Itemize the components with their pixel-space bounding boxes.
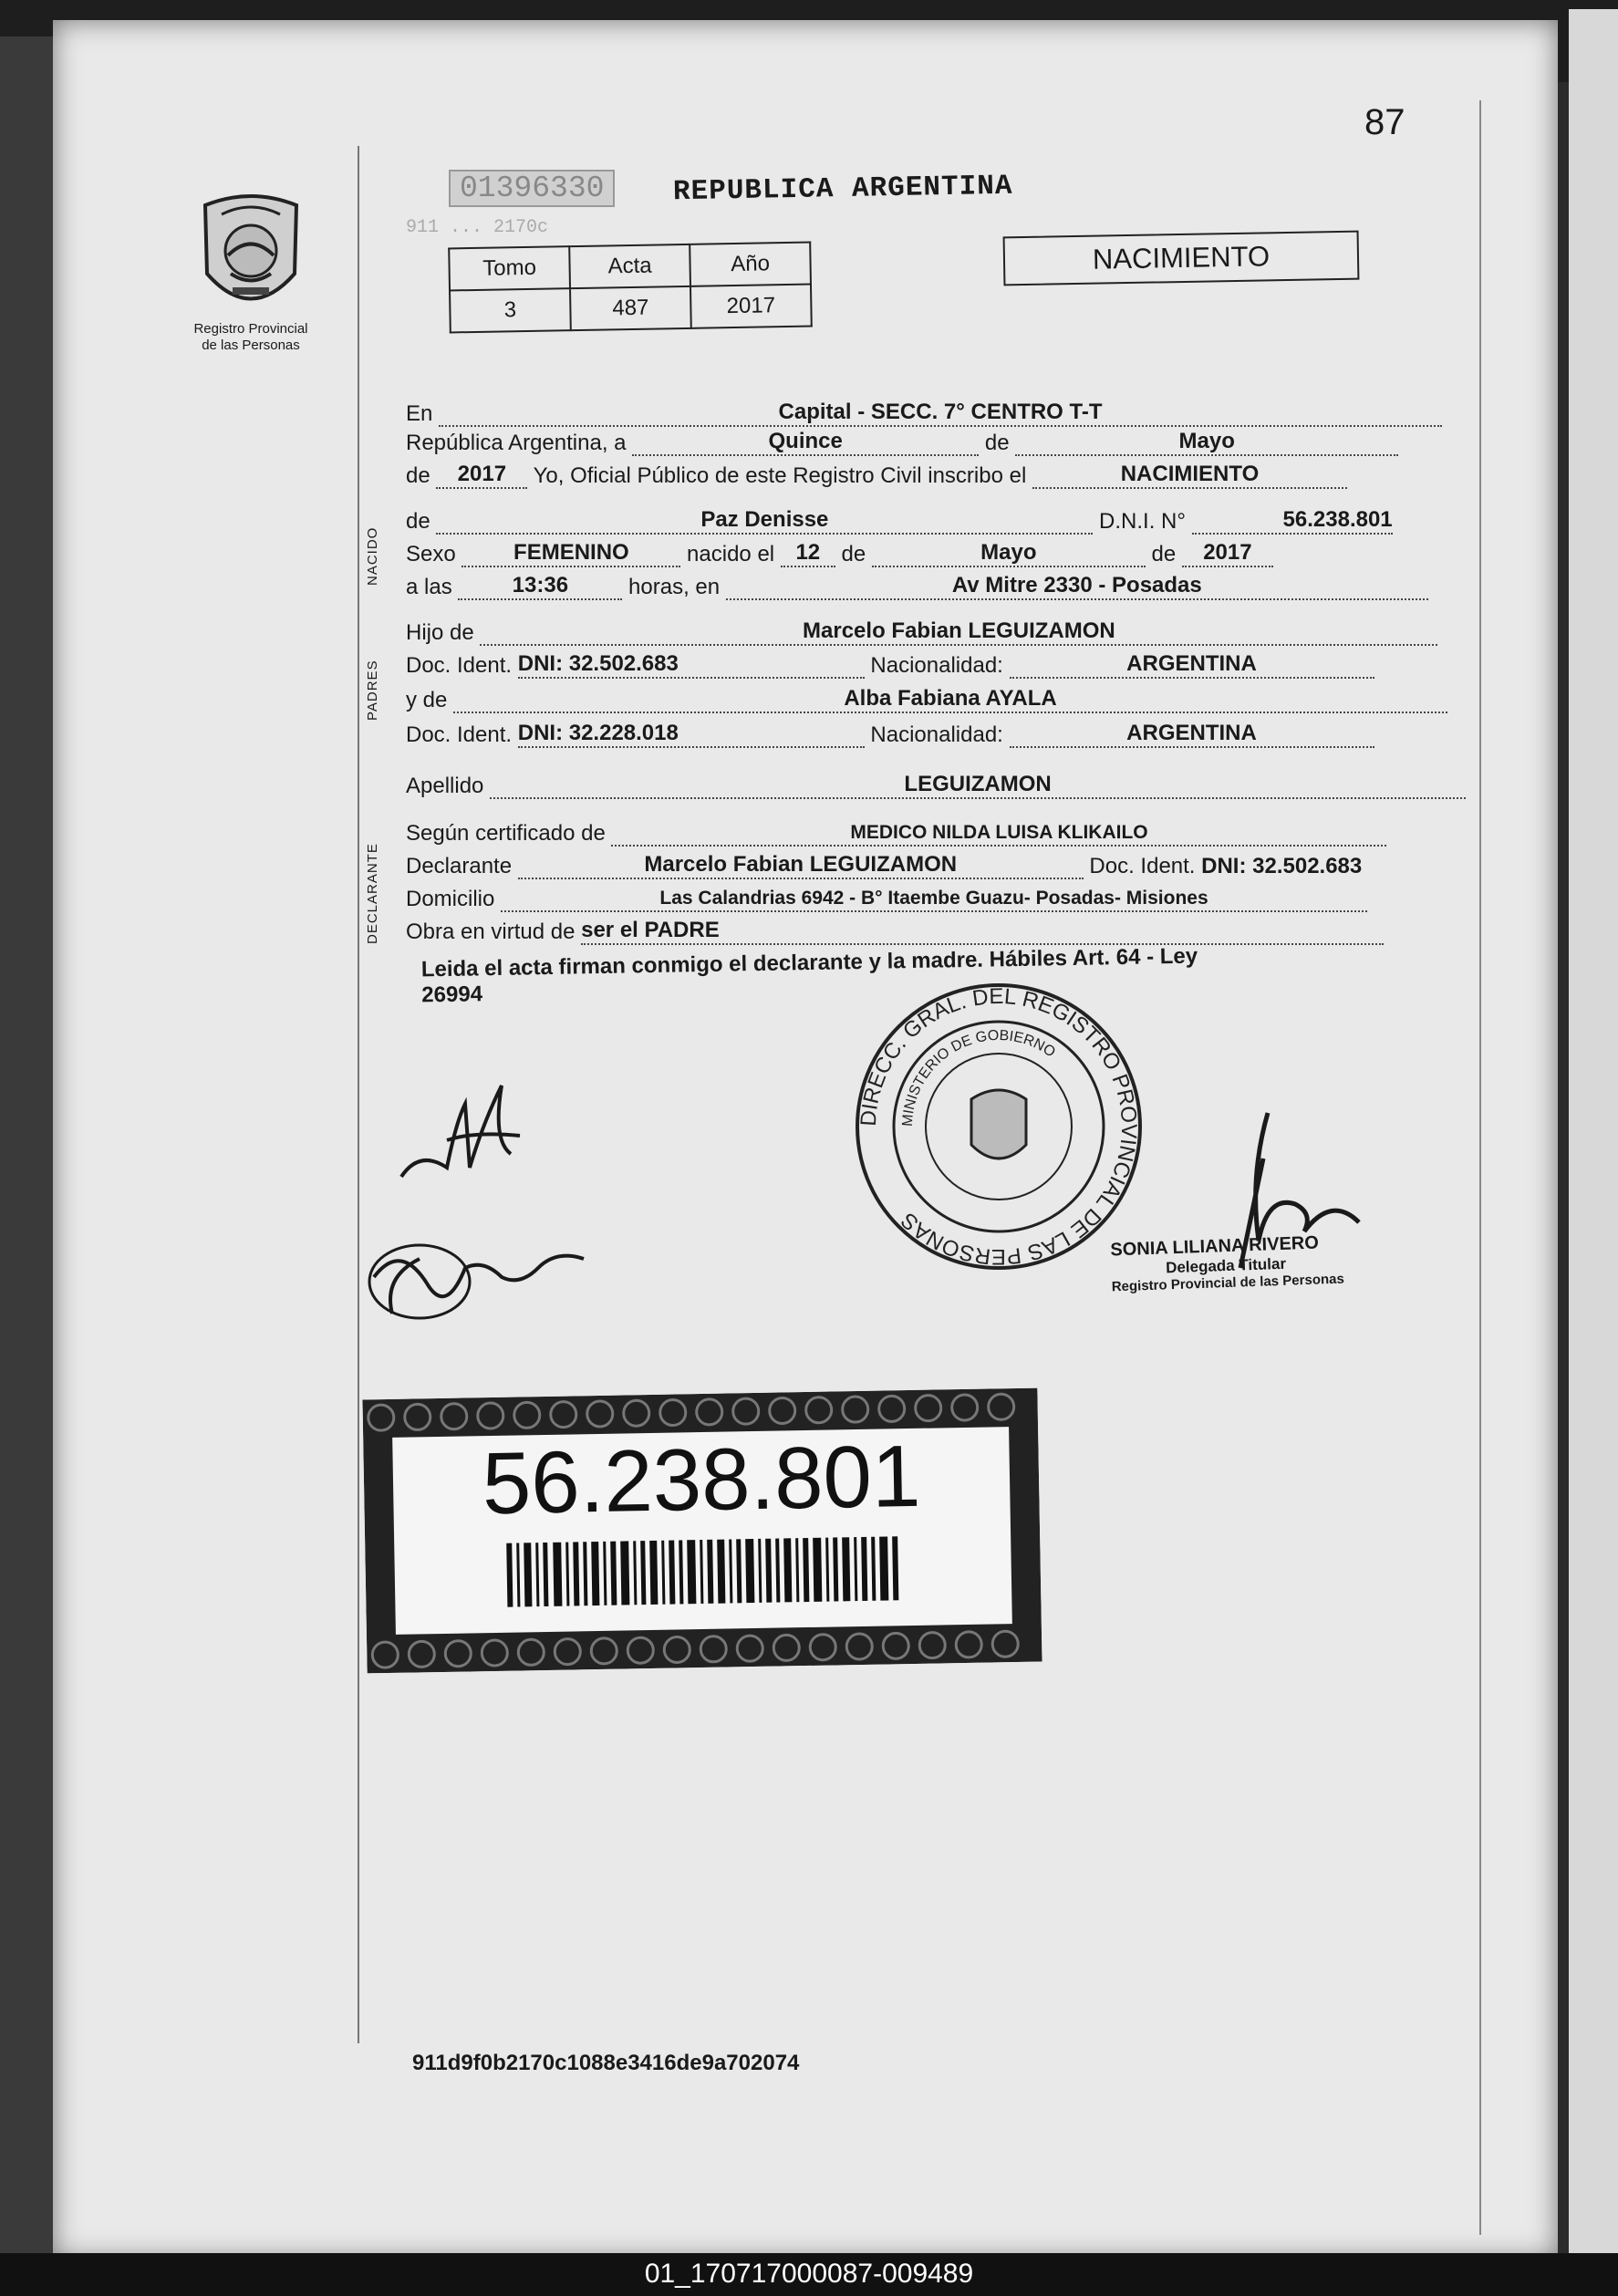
mother-doc-value: DNI: 32.228.018 xyxy=(517,721,679,745)
field-label: de xyxy=(984,431,1010,455)
registry-value: 487 xyxy=(570,286,691,330)
day-value: Quince xyxy=(768,429,843,453)
time-field xyxy=(458,573,622,600)
father-field xyxy=(480,618,1437,646)
year-value: 2017 xyxy=(457,462,507,486)
registry-value: 2017 xyxy=(690,285,812,328)
name-line xyxy=(406,507,1393,535)
inscribe-field xyxy=(1032,462,1347,489)
mother-nationality-value: ARGENTINA xyxy=(1126,721,1257,745)
birth-year-value: 2017 xyxy=(1203,540,1252,565)
field-label: Hijo de xyxy=(406,620,474,645)
mother-nationality-field xyxy=(1010,721,1374,748)
name-field xyxy=(436,507,1093,535)
field-label: D.N.I. N° xyxy=(1099,509,1186,534)
father-nationality-field xyxy=(1010,651,1374,679)
certificate-line xyxy=(406,819,1386,847)
sex-birth-line xyxy=(406,540,1273,567)
field-label: Según certificado de xyxy=(406,821,606,846)
birth-month-value: Mayo xyxy=(980,540,1037,565)
issuer-caption-line: Registro Provincial xyxy=(193,321,308,337)
field-label: Domicilio xyxy=(406,887,495,911)
day-field xyxy=(632,429,979,456)
declarant-line xyxy=(406,852,1362,879)
capacity-value: ser el PADRE xyxy=(581,918,720,942)
birth-time-value: 13:36 xyxy=(512,573,569,597)
registry-header: Acta xyxy=(569,244,690,288)
oficial-text: Yo, Oficial Público de este Registro Civil inscribo el xyxy=(533,463,1027,488)
field-label: Doc. Ident. xyxy=(406,722,513,747)
registry-table xyxy=(448,242,813,334)
field-label: Nacionalidad: xyxy=(870,653,1003,678)
provincial-seal-icon xyxy=(187,187,315,324)
barcode-number: 56.238.801 xyxy=(481,1427,922,1533)
certificate-value: MEDICO NILDA LUISA KLIKAILO xyxy=(850,822,1148,843)
inscription-line xyxy=(406,462,1347,489)
declarant-signature-icon xyxy=(392,1067,547,1186)
serial-number: 01396330 xyxy=(449,170,615,207)
time-place-line xyxy=(406,573,1428,600)
field-label: Doc. Ident. xyxy=(406,653,513,678)
father-doc-field xyxy=(518,651,865,679)
field-label: de xyxy=(406,463,430,488)
official-office: Registro Provincial de las Personas xyxy=(1111,1271,1345,1295)
section-label-declarante: DECLARANTE xyxy=(365,843,380,944)
field-label: de xyxy=(406,509,430,534)
registry-value: 3 xyxy=(450,288,571,332)
father-line xyxy=(406,618,1437,646)
form-border xyxy=(358,146,359,2043)
address-line xyxy=(406,885,1367,912)
capacity-line xyxy=(406,918,1384,945)
declarant-field xyxy=(518,852,1084,879)
field-label: Apellido xyxy=(406,774,484,798)
act-type-box: NACIMIENTO xyxy=(1003,231,1360,286)
father-doc-value: DNI: 32.502.683 xyxy=(517,651,679,676)
registry-header: Tomo xyxy=(449,246,570,290)
birth-place-field xyxy=(726,573,1428,600)
issuer-caption xyxy=(164,321,337,354)
child-dni-value: 56.238.801 xyxy=(1282,507,1393,532)
closing-line: Leida el acta firman conmigo el declarante y la madre. Hábiles Art. 64 - Ley xyxy=(420,943,1198,982)
place-field xyxy=(439,400,1442,427)
field-label: Obra en virtud de xyxy=(406,919,576,944)
birth-month-field xyxy=(872,540,1146,567)
surname-field xyxy=(490,772,1466,799)
field-label: horas, en xyxy=(628,575,721,599)
barcode-sticker xyxy=(362,1388,1042,1674)
birth-place-value: Av Mitre 2330 - Posadas xyxy=(951,573,1202,597)
sex-value: FEMENINO xyxy=(513,540,629,565)
serial-subcode: 911 ... 2170c xyxy=(406,217,549,238)
section-label-nacido: NACIDO xyxy=(365,526,380,586)
birth-day-value: 12 xyxy=(795,540,821,565)
birth-year-field xyxy=(1182,540,1273,567)
field-label: Doc. Ident. xyxy=(1089,854,1196,878)
surname-line xyxy=(406,772,1466,799)
field-label: Declarante xyxy=(406,854,513,878)
date-line xyxy=(406,429,1398,456)
month-value: Mayo xyxy=(1178,429,1235,453)
child-name-value: Paz Denisse xyxy=(700,507,829,532)
official-role: Delegada Titular xyxy=(1165,1254,1287,1277)
official-name: SONIA LILIANA RIVERO xyxy=(1110,1232,1320,1261)
inscribe-value: NACIMIENTO xyxy=(1120,462,1260,486)
sex-field xyxy=(462,540,680,567)
issuer-caption-line: de las Personas xyxy=(202,338,300,353)
field-label: de xyxy=(1151,542,1177,566)
address-value: Las Calandrias 6942 - B° Itaembe Guazu- Posadas- Misiones xyxy=(659,888,1208,909)
month-field xyxy=(1015,429,1398,456)
field-label: a las xyxy=(406,575,452,599)
field-label: de xyxy=(841,542,866,566)
document-hash: 911d9f0b2170c1088e3416de9a702074 xyxy=(412,2051,800,2075)
field-label: República Argentina, a xyxy=(406,431,627,455)
closing-line: 26994 xyxy=(421,982,483,1008)
field-label: Nacionalidad: xyxy=(870,722,1003,747)
official-block xyxy=(1110,1232,1344,1295)
field-label: Sexo xyxy=(406,542,456,566)
place-value: Capital - SECC. 7° CENTRO T-T xyxy=(778,400,1103,424)
mother-doc-field xyxy=(518,721,865,748)
adjacent-page-edge xyxy=(1569,9,1618,2262)
field-label: y de xyxy=(406,688,448,712)
page-number: 87 xyxy=(1364,102,1405,142)
field-label: nacido el xyxy=(687,542,775,566)
father-nationality-value: ARGENTINA xyxy=(1126,651,1257,676)
svg-text:DIRECC. GRAL. DEL REGISTRO PRO: DIRECC. GRAL. DEL REGISTRO PROVINCIAL DE LAS PERSONAS xyxy=(856,983,1142,1270)
mother-signature-icon xyxy=(365,1222,602,1332)
footer-id: 01_170717000087-009489 xyxy=(644,2259,974,2289)
form-border xyxy=(1479,100,1481,2235)
birth-day-field xyxy=(781,540,835,567)
year-field xyxy=(436,462,527,489)
surname-value: LEGUIZAMON xyxy=(904,772,1052,796)
svg-text:MINISTERIO DE GOBIERNO: MINISTERIO DE GOBIERNO xyxy=(899,1027,1058,1127)
father-name-value: Marcelo Fabian LEGUIZAMON xyxy=(803,618,1115,643)
place-line xyxy=(406,400,1442,427)
mother-field xyxy=(453,686,1447,713)
certificate-field xyxy=(611,819,1386,847)
section-label-padres: PADRES xyxy=(365,660,380,721)
address-field xyxy=(501,885,1367,912)
declarant-doc-value: DNI: 32.502.683 xyxy=(1201,854,1363,878)
registry-header: Año xyxy=(690,243,811,286)
official-stamp-icon xyxy=(853,981,1145,1273)
capacity-field xyxy=(581,918,1384,945)
father-doc-line xyxy=(406,651,1374,679)
mother-line xyxy=(406,686,1447,713)
dni-field xyxy=(1192,507,1393,535)
mother-doc-line xyxy=(406,721,1374,748)
declarant-name-value: Marcelo Fabian LEGUIZAMON xyxy=(644,852,958,877)
mother-name-value: Alba Fabiana AYALA xyxy=(844,686,1057,711)
country-title: REPUBLICA ARGENTINA xyxy=(672,170,1013,209)
field-label: En xyxy=(406,401,433,426)
